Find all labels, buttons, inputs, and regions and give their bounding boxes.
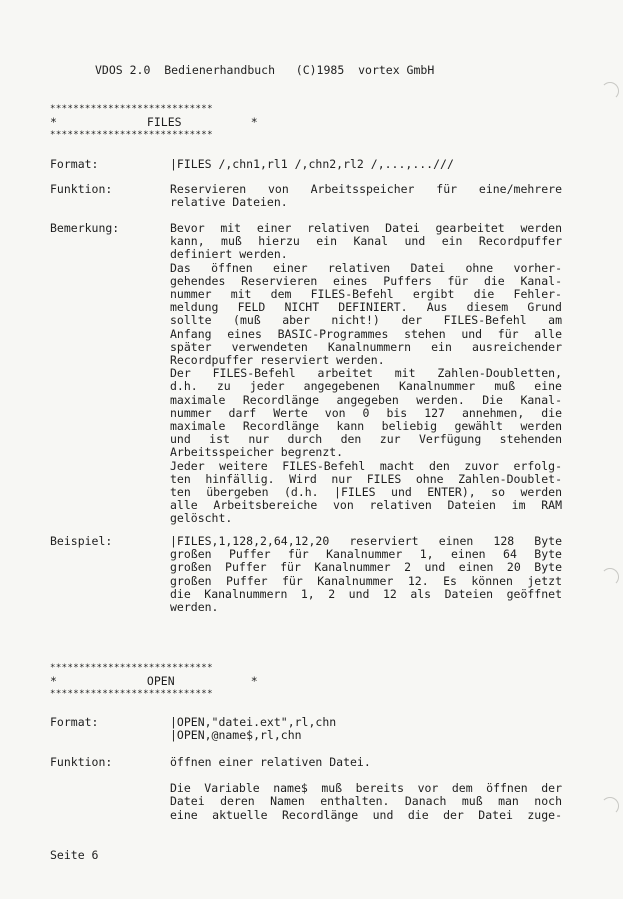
files-bemerkung-line: nummer mit dem FILES-Befehl ergibt die Fehler- — [170, 287, 562, 302]
files-bemerkung-line: sollte (muß aber nicht!) der FILES-Befehl am — [170, 313, 562, 328]
files-bemerkung-line: gelöscht. — [170, 511, 233, 526]
files-title-border-bottom: **************************** — [50, 130, 213, 140]
files-format-label: Format: — [50, 157, 99, 171]
files-bemerkung-line: Arbeitsspeicher begrenzt. — [170, 445, 344, 460]
files-bemerkung-line: d.h. zu jeder angegebenen Kanalnummer muß eine — [170, 379, 562, 394]
open-format-line: |OPEN,@name$,rl,chn — [170, 728, 302, 743]
page-header: VDOS 2.0 Bedienerhandbuch (C)1985 vortex GmbH — [95, 63, 435, 77]
files-funktion-text — [170, 183, 562, 209]
files-beispiel-label: Beispiel: — [50, 534, 113, 548]
files-bemerkung-line: Das öffnen einer relativen Datei ohne vorher- — [170, 260, 562, 275]
files-bemerkung-text — [170, 222, 562, 526]
open-section-title: * OPEN * — [50, 674, 258, 688]
open-funktion-line: eine aktuelle Recordlänge und die der Datei zuge- — [170, 807, 562, 822]
files-bemerkung-line: gehendes Reservieren eines Puffers für die Kanal- — [170, 273, 562, 288]
open-funktion-line: Die Variable name$ muß bereits vor dem öffnen der — [170, 781, 562, 796]
files-bemerkung-line: später verwendeten Kanalnummern ein ausreichender — [170, 339, 562, 354]
files-bemerkung-line: kann, muß hierzu ein Kanal und ein Recordpuffer — [170, 234, 562, 249]
files-bemerkung-line: alle Arbeitsbereiche von relativen Dateien im RAM — [170, 498, 562, 513]
files-funktion-line: relative Dateien. — [170, 195, 288, 210]
files-bemerkung-line: definiert werden. — [170, 247, 288, 262]
open-title-border-bottom: **************************** — [50, 689, 213, 699]
files-bemerkung-line: maximale Recordlänge angegeben werden. Die Kanal- — [170, 392, 562, 407]
files-bemerkung-line: nummer darf Werte von 0 bis 127 annehmen, die — [170, 405, 562, 420]
files-bemerkung-line: Recordpuffer reserviert werden. — [170, 353, 385, 368]
punch-hole-mark — [601, 797, 619, 815]
files-bemerkung-line: Der FILES-Befehl arbeitet mit Zahlen-Doubletten, — [170, 366, 562, 381]
files-beispiel-line: |FILES,1,128,2,64,12,20 reserviert einen 128 Byte — [170, 534, 562, 548]
punch-hole-mark — [601, 82, 619, 100]
files-beispiel-line: die Kanalnummern 1, 2 und 12 als Dateien geöffnet — [170, 586, 562, 601]
files-bemerkung-line: meldung FELD NICHT DEFINIERT. Aus diesem Grund — [170, 300, 562, 315]
open-funktion-text — [170, 756, 562, 822]
open-format-label: Format: — [50, 715, 99, 729]
punch-hole-mark — [601, 568, 619, 586]
files-title-border-top: **************************** — [50, 104, 213, 114]
files-bemerkung-line: ten hinfällig. Wird nur FILES ohne Zahlen-Doublet- — [170, 471, 562, 486]
files-bemerkung-line: und ist nur durch den zur Verfügung stehenden — [170, 432, 562, 447]
files-beispiel-line: werden. — [170, 600, 219, 615]
files-funktion-label: Funktion: — [50, 182, 113, 196]
files-format-syntax — [170, 158, 562, 171]
open-funktion-line: Datei deren Namen enthalten. Danach muß man noch — [170, 794, 562, 809]
page-number: Seite 6 — [50, 848, 99, 862]
files-bemerkung-label: Bemerkung: — [50, 221, 120, 235]
files-bemerkung-line: ten übergeben (d.h. |FILES und ENTER), so werden — [170, 485, 562, 500]
files-bemerkung-line: Bevor mit einer relativen Datei gearbeitet werden — [170, 221, 562, 235]
files-bemerkung-line: Jeder weitere FILES-Befehl macht den zuvor erfolg- — [170, 458, 562, 473]
open-funktion-label: Funktion: — [50, 755, 113, 769]
files-funktion-line: Reservieren von Arbeitsspeicher für eine/mehrere — [170, 182, 562, 196]
files-beispiel-text — [170, 535, 562, 614]
files-beispiel-line: großen Puffer für Kanalnummer 1, einen 64 Byte — [170, 547, 562, 562]
files-bemerkung-line: maximale Recordlänge kann beliebig gewählt werden — [170, 419, 562, 434]
files-format-line: |FILES /,chn1,rl1 /,chn2,rl2 /,...,.../// — [170, 157, 454, 171]
files-beispiel-line: großen Puffer für Kanalnummer 12. Es können jetzt — [170, 573, 562, 588]
files-beispiel-line: großen Puffer für Kanalnummer 2 und einen 20 Byte — [170, 560, 562, 575]
open-title-border-top: **************************** — [50, 663, 213, 673]
files-section-title: * FILES * — [50, 115, 258, 129]
open-funktion-line: öffnen einer relativen Datei. — [170, 755, 371, 769]
files-bemerkung-line: Anfang eines BASIC-Programmes stehen und für alle — [170, 326, 562, 341]
open-format-line: |OPEN,"datei.ext",rl,chn — [170, 715, 337, 729]
open-format-syntax — [170, 716, 562, 742]
